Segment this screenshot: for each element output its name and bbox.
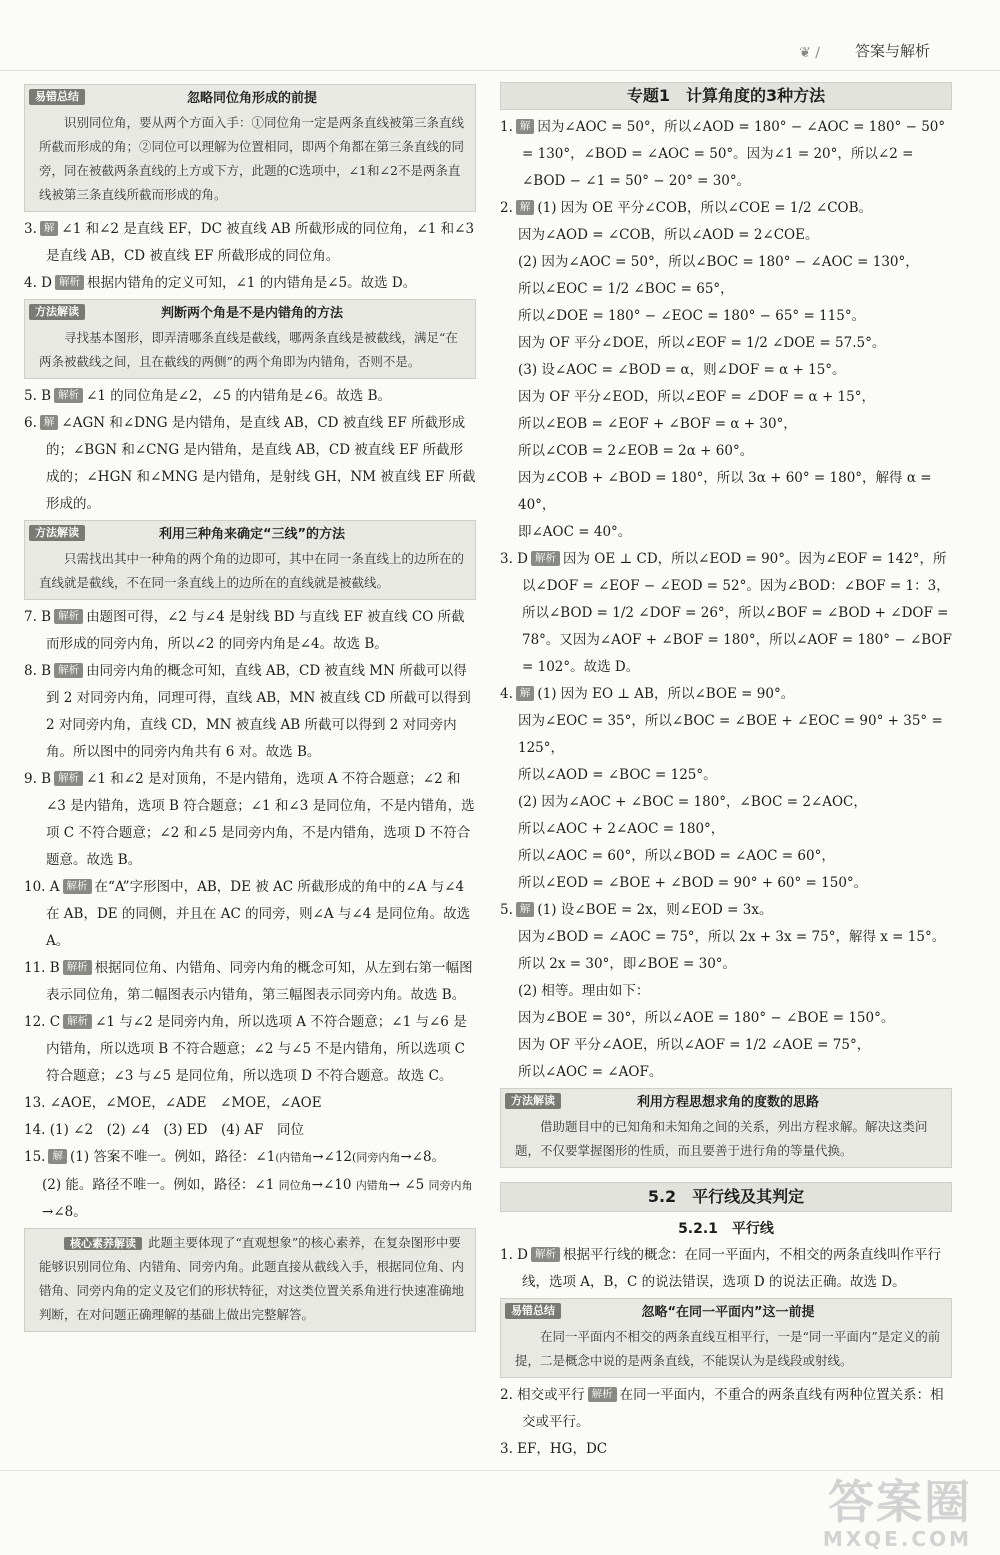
solution-1: 1. 解 因为∠AOC = 50°，所以∠AOD = 180° − ∠AOC = 180° − 50° = 130°，∠BOD = ∠AOC = 50°。因为∠1 = 20°，所以∠2 = ∠BOD − ∠1 = 50° − 20° = 30°。 bbox=[500, 119, 946, 189]
solution-2: 2. 解 (1) 因为 OE 平分∠COB，所以∠COE = 1/2 ∠COB。 bbox=[500, 200, 873, 216]
note-body: 识别同位角，要从两个方面入手：①同位角一定是两条直线被第三条直线所截而形成的角；②同位可以理解为位置相同，即两个角都在第三条直线的同旁，同在被截两条直线的上方或下方，此题的C选项中，∠1和∠2不是两条直线被第三条直线所截而形成的角。 bbox=[39, 115, 465, 202]
note-title: 忽略“在同一平面内”这一前提 bbox=[641, 1305, 815, 1320]
solution-5: 5. 解 (1) 设∠BOE = 2x，则∠EOD = 3x。 bbox=[500, 902, 773, 918]
subsection-title: 5.2.1 平行线 bbox=[678, 1221, 774, 1237]
solution-line: 因为∠AOD = ∠COB，所以∠AOD = 2∠COE。 bbox=[518, 227, 819, 243]
answer-13: 13. ∠AOE，∠MOE，∠ADE ∠MOE，∠AOE bbox=[24, 1095, 322, 1111]
page-header: 答案与解析 bbox=[854, 42, 930, 60]
literacy-body: 此题主要体现了“直观想象”的核心素养，在复杂图形中要能够识别同位角、内错角、同旁内角。此题直接从截线入手，根据同位角、内错角、同旁内角的定义及它们的形状特征，对这类位置关系角进行快速准确地判断，在对问题正确理解的基础上做出完整解答。 bbox=[39, 1235, 465, 1322]
note-box-2 bbox=[500, 1298, 952, 1378]
solution-line: 所以∠AOC = 60°，所以∠BOD = ∠AOC = 60°， bbox=[518, 848, 835, 864]
label-badge: 解析 bbox=[54, 609, 83, 624]
note-body: 在同一平面内不相交的两条直线互相平行，一是“同一平面内”是定义的前提，二是概念中说的是两条直线，不能误认为是线段或射线。 bbox=[515, 1329, 941, 1368]
method-tag: 方法解读 bbox=[29, 304, 85, 320]
solution-line: 因为∠COB + ∠BOD = 180°，所以 3α + 60° = 180°，解得 α = 40°， bbox=[518, 470, 932, 513]
watermark-logo: 答案圈 bbox=[828, 1475, 972, 1529]
label-badge: 解析 bbox=[54, 663, 83, 678]
method-body: 寻找基本图形，即弄清哪条直线是截线，哪两条直线是被截线，满足“在两条被截线之间，且在截线的两侧”的两个角即为内错角，否则不是。 bbox=[39, 330, 458, 369]
label-badge: 解析 bbox=[63, 960, 92, 975]
solution-line: 所以 2x = 30°，即∠BOE = 30°。 bbox=[518, 956, 737, 972]
answer-5: 5. B 解析 ∠1 的同位角是∠2，∠5 的内错角是∠6。故选 B。 bbox=[24, 388, 391, 404]
note-tag: 易错总结 bbox=[505, 1303, 561, 1319]
answer-3: 3. 解 ∠1 和∠2 是直线 EF，DC 被直线 AB 所截形成的同位角，∠1 和∠3 是直线 AB，CD 被直线 EF 所截形成的同位角。 bbox=[24, 221, 475, 264]
method-title: 利用方程思想求角的度数的思路 bbox=[636, 1095, 819, 1110]
solution-line: (2) 因为∠AOC = 50°，所以∠BOC = 180° − ∠AOC = 130°， bbox=[518, 254, 919, 270]
answer-6: 6. 解 ∠AGN 和∠DNG 是内错角，是直线 AB，CD 被直线 EF 所截形成的；∠BGN 和∠CNG 是内错角，是直线 AB，CD 被直线 EF 所截形成的；∠HGN 和∠MNG 是内错角，是射线 GH，NM 被直线 EF 所截形成的。 bbox=[24, 415, 476, 512]
solution-line: 因为 OF 平分∠EOD，所以∠EOF = ∠DOF = α + 15°， bbox=[518, 389, 875, 405]
answer-9: 9. B 解析 ∠1 和∠2 是对顶角，不是内错角，选项 A 不符合题意；∠2 和∠3 是内错角，选项 B 符合题意；∠1 和∠3 是同位角，不是内错角，选项 C 不符合题意；∠2 和∠5 是同旁内角，不是内错角，选项 D 不符合题意。故选 B。 bbox=[24, 771, 475, 868]
solution-line: 因为 OF 平分∠AOE，所以∠AOF = 1/2 ∠AOE = 75°， bbox=[518, 1037, 871, 1053]
answer-15-part2: (2) 能。路径不唯一。例如，路径：∠1 同位角→∠10 内错角→ ∠5 同旁内角→∠8。 bbox=[42, 1177, 473, 1220]
method-title: 判断两个角是不是内错角的方法 bbox=[160, 306, 343, 321]
header-decoration: ❦ ∕ bbox=[799, 45, 820, 61]
label-badge: 解析 bbox=[63, 1014, 92, 1029]
answer-10: 10. A 解析 在“A”字形图中，AB，DE 被 AC 所截形成的角中的∠A 与∠4 在 AB，DE 的同侧，并且在 AC 的同旁，则∠A 与∠4 是同位角。故选 A。 bbox=[24, 879, 471, 949]
watermark bbox=[822, 1475, 972, 1551]
solution-line: 所以∠EOC = 1/2 ∠BOC = 65°， bbox=[518, 281, 734, 297]
solution-line: 因为∠BOE = 30°，所以∠AOE = 180° − ∠BOE = 150°。 bbox=[518, 1010, 895, 1026]
solution-line: 因为 OF 平分∠DOE，所以∠EOF = 1/2 ∠DOE = 57.5°。 bbox=[518, 335, 886, 351]
solution-line: 因为∠BOD = ∠AOC = 75°，所以 2x + 3x = 75°，解得 x = 15°。 bbox=[518, 929, 946, 945]
literacy-tag: 核心素养解读 bbox=[64, 1237, 142, 1250]
method-body: 只需找出其中一种角的两个角的边即可，其中在同一条直线上的边所在的直线就是截线，不在同一条直线上的边所在的直线就是被截线。 bbox=[39, 551, 465, 590]
watermark-url: MXQE.COM bbox=[822, 1527, 972, 1551]
literacy-box bbox=[24, 1228, 476, 1332]
note-title: 忽略同位角形成的前提 bbox=[186, 91, 317, 106]
topic-title: 专题1 计算角度的3种方法 bbox=[500, 82, 952, 110]
right-column bbox=[500, 82, 952, 1463]
note-box-1 bbox=[24, 84, 476, 212]
section-title: 5.2 平行线及其判定 bbox=[500, 1182, 952, 1212]
left-column bbox=[24, 82, 476, 1336]
parallel-answer-2: 2. 相交或平行 解析 在同一平面内，不重合的两条直线有两种位置关系：相交或平行。 bbox=[500, 1387, 944, 1430]
method-body: 借助题目中的已知角和未知角之间的关系，列出方程求解。解决这类问题，不仅要掌握图形的性质，而且要善于进行角的等量代换。 bbox=[515, 1119, 928, 1158]
solution-line: 所以∠COB = 2∠EOB = 2α + 60°。 bbox=[518, 443, 754, 459]
method-box-1 bbox=[24, 299, 476, 379]
solution-line: 所以∠DOE = 180° − ∠EOC = 180° − 65° = 115°。 bbox=[518, 308, 866, 324]
parallel-answer-1: 1. D 解析 根据平行线的概念：在同一平面内，不相交的两条直线叫作平行线，选项 A，B，C 的说法错误，选项 D 的说法正确。故选 D。 bbox=[500, 1247, 941, 1290]
label-badge: 解 bbox=[40, 415, 59, 430]
method-box-3 bbox=[500, 1088, 952, 1168]
answer-7: 7. B 解析 由题图可得，∠2 与∠4 是射线 BD 与直线 EF 被直线 CO 所截而形成的同旁内角，所以∠2 的同旁内角是∠4。故选 B。 bbox=[24, 609, 465, 652]
label-badge: 解 bbox=[48, 1149, 67, 1164]
answer-12: 12. C 解析 ∠1 与∠2 是同旁内角，所以选项 A 不符合题意；∠1 与∠6 是内错角，所以选项 B 不符合题意；∠2 与∠5 不是内错角，所以选项 C 符合题意；∠3 与∠5 是同位角，所以选项 D 不符合题意。故选 C。 bbox=[24, 1014, 467, 1084]
label-badge: 解析 bbox=[588, 1387, 617, 1402]
solution-line: 所以∠AOC = ∠AOF。 bbox=[518, 1064, 663, 1080]
label-badge: 解析 bbox=[531, 1247, 560, 1262]
answer-14: 14. (1) ∠2 (2) ∠4 (3) ED (4) AF 同位 bbox=[24, 1122, 305, 1138]
parallel-answer-3: 3. EF，HG，DC bbox=[500, 1441, 608, 1457]
solution-line: 因为∠EOC = 35°，所以∠BOC = ∠BOE + ∠EOC = 90° + 35° = 125°， bbox=[518, 713, 943, 756]
method-tag: 方法解读 bbox=[505, 1093, 561, 1109]
label-badge: 解析 bbox=[531, 551, 560, 566]
solution-line: 所以∠EOB = ∠EOF + ∠BOF = α + 30°， bbox=[518, 416, 797, 432]
label-badge: 解析 bbox=[54, 771, 83, 786]
note-tag: 易错总结 bbox=[29, 89, 85, 105]
method-tag: 方法解读 bbox=[29, 525, 85, 541]
label-badge: 解析 bbox=[54, 388, 83, 403]
answer-8: 8. B 解析 由同旁内角的概念可知，直线 AB，CD 被直线 MN 所截可以得到 2 对同旁内角，同理可得，直线 AB，MN 被直线 CD 所截可以得到 2 对同旁内角，直线 CD，MN 被直线 AB 所截可以得到 2 对同旁内角。所以图中的同旁内角共有 6 对。故选 B。 bbox=[24, 663, 471, 760]
label-badge: 解 bbox=[516, 902, 535, 917]
solution-line: (2) 相等。理由如下： bbox=[518, 983, 650, 999]
solution-line: 即∠AOC = 40°。 bbox=[518, 524, 632, 540]
method-title: 利用三种角来确定“三线”的方法 bbox=[158, 527, 346, 542]
label-badge: 解 bbox=[40, 221, 59, 236]
answer-4: 4. D 解析 根据内错角的定义可知，∠1 的内错角是∠5。故选 D。 bbox=[24, 275, 417, 291]
answer-11: 11. B 解析 根据同位角、内错角、同旁内角的概念可知，从左到右第一幅图表示同位角，第二幅图表示内错角，第三幅图表示同旁内角。故选 B。 bbox=[24, 960, 473, 1003]
method-box-2 bbox=[24, 520, 476, 600]
label-badge: 解析 bbox=[63, 879, 92, 894]
solution-3: 3. D 解析 因为 OE ⊥ CD，所以∠EOD = 90°。因为∠EOF = 142°，所以∠DOF = ∠EOF − ∠EOD = 52°。因为∠BOD：∠BOF = 1：3，所以∠BOD = 1/2 ∠DOF = 26°，所以∠BOF = ∠BOD + ∠DOF = 78°。又因为∠AOF + ∠BOF = 180°，所以∠AOF = 180° − ∠BOF = 102°。故选 D。 bbox=[500, 551, 952, 675]
solution-line: 所以∠AOC + 2∠AOC = 180°， bbox=[518, 821, 725, 837]
solution-line: 所以∠EOD = ∠BOE + ∠BOD = 90° + 60° = 150°。 bbox=[518, 875, 868, 891]
label-badge: 解 bbox=[516, 200, 535, 215]
footer-divider bbox=[0, 1470, 1000, 1471]
label-badge: 解 bbox=[516, 119, 535, 134]
solution-4: 4. 解 (1) 因为 EO ⊥ AB，所以∠BOE = 90°。 bbox=[500, 686, 795, 702]
solution-line: 所以∠AOD = ∠BOC = 125°。 bbox=[518, 767, 717, 783]
solution-line: (3) 设∠AOC = ∠BOD = α，则∠DOF = α + 15°。 bbox=[518, 362, 846, 378]
answer-15: 15. 解 (1) 答案不唯一。例如，路径：∠1(内错角→∠12(同旁内角→∠8。 bbox=[24, 1149, 446, 1165]
label-badge: 解 bbox=[516, 686, 535, 701]
solution-line: (2) 因为∠AOC + ∠BOC = 180°，∠BOC = 2∠AOC， bbox=[518, 794, 867, 810]
header-divider bbox=[0, 70, 1000, 71]
label-badge: 解析 bbox=[55, 275, 84, 290]
